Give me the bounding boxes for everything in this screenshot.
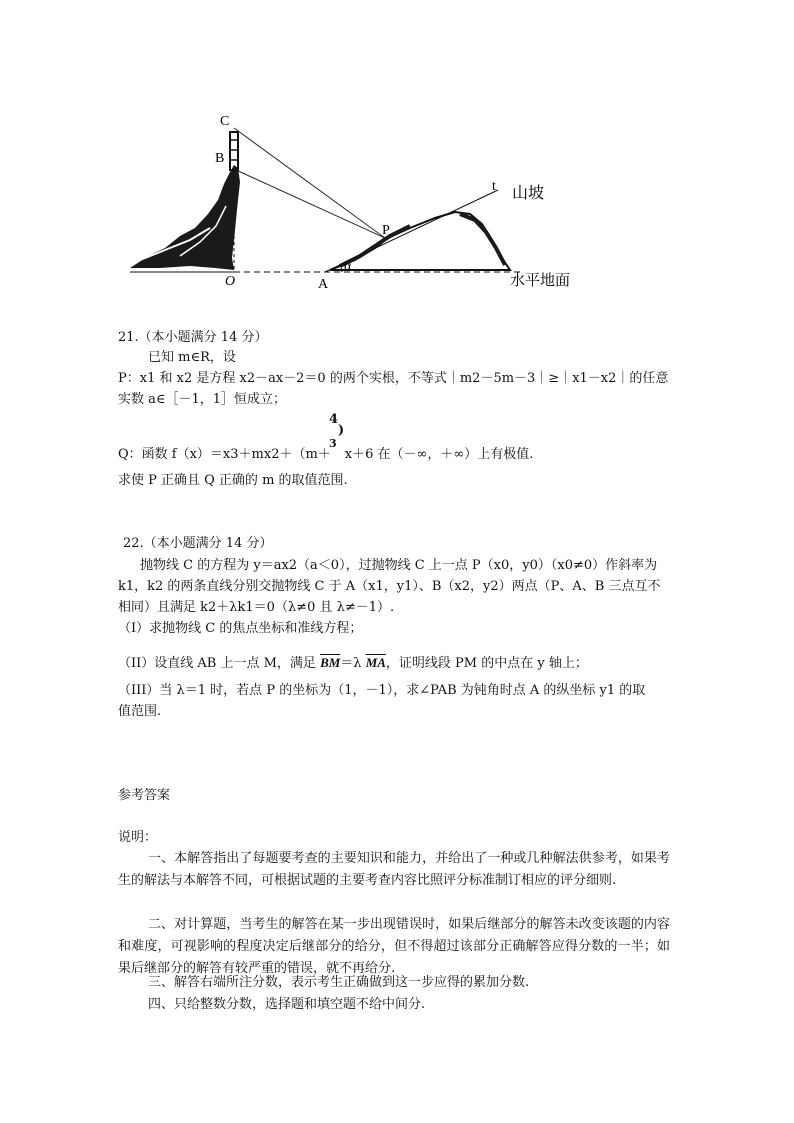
sight-line-PB	[236, 170, 385, 238]
q21-q-prefix: Q：函数 f（x）＝x3＋mx2＋（m＋	[118, 447, 331, 462]
answers-note-4: 四、只给整数分数，选择题和填空题不给中间分.	[148, 997, 426, 1012]
q21-line2: P：x1 和 x2 是方程 x2－ax－2＝0 的两个实根，不等式｜m2－5m－3｜≥｜x1－x2｜的任意	[118, 371, 669, 386]
fraction-paren: )	[338, 423, 345, 438]
answers-note-3: 三、解答右端所注分数，表示考生正确做到这一步应得的累加分数.	[148, 975, 530, 990]
label-C: C	[220, 114, 230, 129]
label-slope: 山坡	[512, 183, 545, 202]
tower	[230, 132, 238, 170]
q21-line5: 求使 P 正确且 Q 正确的 m 的取值范围.	[118, 473, 348, 488]
q21-q-suffix: x＋6 在（－∞，＋∞）上有极值.	[344, 447, 534, 462]
label-P: P	[382, 223, 390, 238]
answers-note-title: 说明：	[118, 830, 158, 845]
label-t: t	[492, 179, 496, 194]
fraction-denominator: 3	[329, 437, 337, 450]
q22-part2	[118, 652, 678, 675]
left-mountain	[130, 165, 240, 270]
q22-part2-suffix: ，证明线段 PM 的中点在 y 轴上；	[385, 656, 588, 671]
answers-note-1: 一、本解答指出了每题要考查的主要知识和能力，并给出了一种或几种解法供参考，如果考生的解法与本解答不同，可根据试题的主要考查内容比照评分标准制订相应的评分细则.	[118, 851, 670, 888]
label-ground: 水平地面	[510, 271, 571, 289]
answers-heading: 参考答案	[118, 788, 171, 803]
right-hill	[330, 212, 510, 270]
q22-part2-prefix: （II）设直线 AB 上一点 M，满足	[118, 656, 316, 671]
vector-BM: $\overline{BM}$	[320, 655, 341, 670]
mountain-slope-figure	[120, 110, 590, 295]
label-alpha: α	[344, 259, 352, 274]
q22-part3-line2: 值范围.	[118, 704, 162, 719]
q21-line3: 实数 a∈［－1，1］恒成立；	[118, 392, 287, 407]
fraction-numerator: 4	[329, 412, 339, 427]
q22-line1: 抛物线 C 的方程为 y＝ax2（a＜0），过抛物线 C 上一点 P（x0，y0）（x0≠0）作斜率为	[140, 558, 658, 573]
q22-part3-line1: （III）当 λ＝1 时，若点 P 的坐标为（1，－1），求∠PAB 为钝角时点 A 的纵坐标 y1 的取	[118, 683, 646, 698]
q22-part2-mid: ＝λ	[340, 656, 362, 671]
q21-line1: 已知 m∈R，设	[148, 350, 236, 365]
label-B: B	[215, 151, 225, 166]
q22-line3: 相同）且满足 k2＋λk1＝0（λ≠0 且 λ≠－1）.	[118, 600, 395, 615]
sight-line-PC	[234, 128, 385, 238]
answers-note-2: 二、对计算题，当考生的解答在某一步出现错误时，如果后继部分的解答未改变该题的内容和难度，可视影响的程度决定后继部分的给分，但不得超过该部分正确解答应得分数的一半；如果后继部分的解答有较严重的错误，就不再给分.	[118, 917, 670, 976]
label-A: A	[318, 277, 329, 292]
vector-MA: $\overline{MA}$	[365, 655, 386, 670]
q22-heading: 22.（本小题满分 14 分）	[123, 536, 273, 551]
label-O: O	[225, 274, 236, 289]
q21-q-statement	[118, 444, 678, 466]
q22-part1: （I）求抛物线 C 的焦点坐标和准线方程；	[118, 621, 363, 636]
q21-heading: 21.（本小题满分 14 分）	[118, 330, 268, 345]
q22-line2: k1，k2 的两条直线分别交抛物线 C 于 A（x1，y1）、B（x2，y2）两点（P、A、B 三点互不	[118, 579, 661, 594]
